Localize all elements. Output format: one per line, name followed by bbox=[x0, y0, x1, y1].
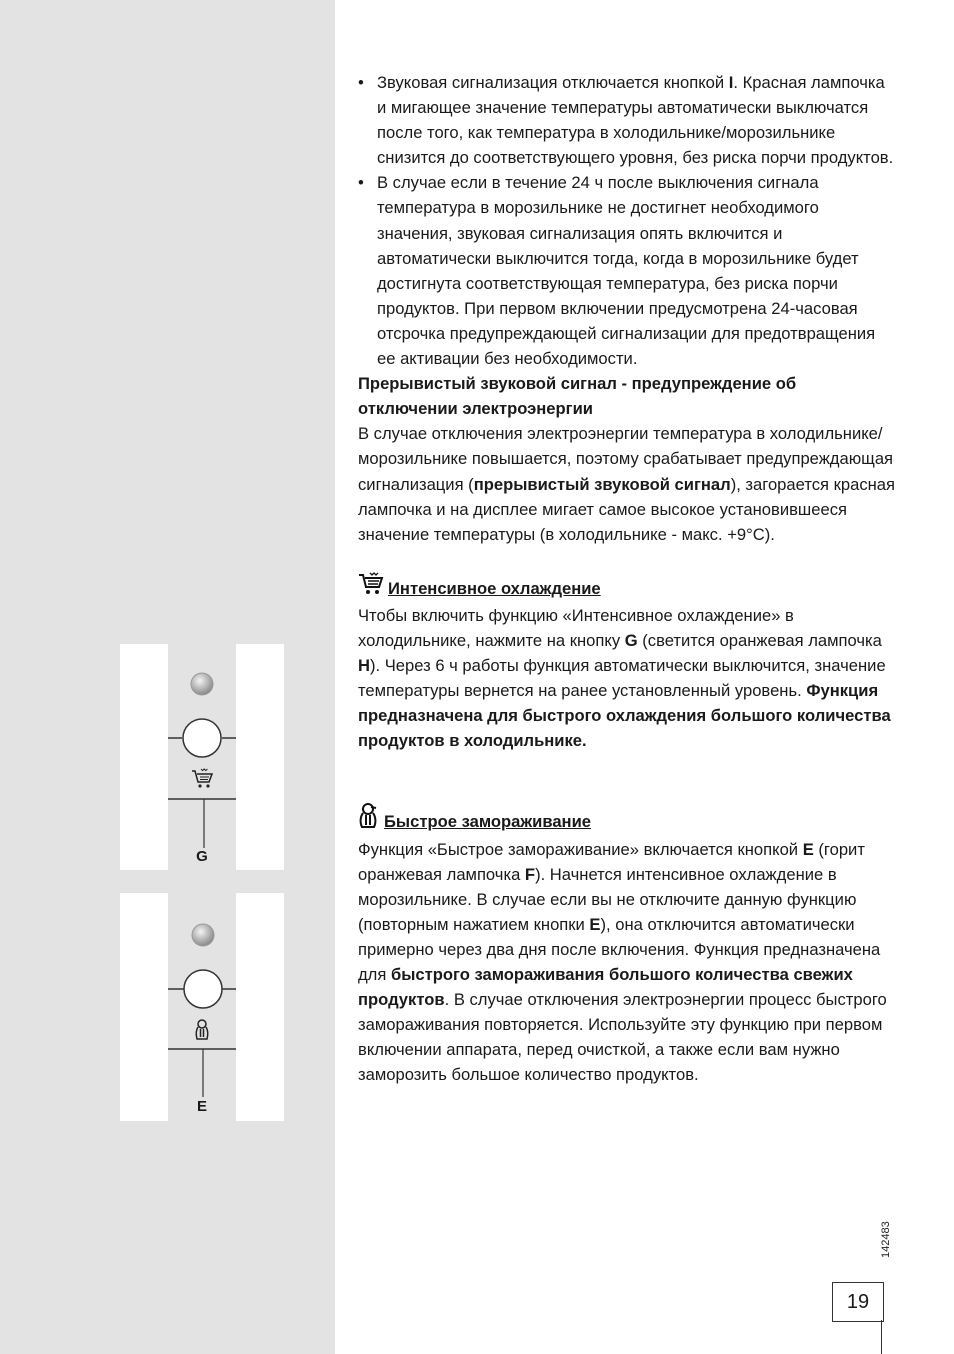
bullet-1-key: I bbox=[728, 73, 734, 92]
document-code: 142483 bbox=[880, 1221, 892, 1258]
power-alarm-heading: Прерывистый звуковой сигнал - предупреждение об отключении электроэнергии bbox=[358, 374, 797, 419]
button-e bbox=[184, 970, 222, 1008]
bullet-1-text-after: . Красная лампочка и мигающее значение температуры автоматически выключатся после того, как температура в холодильнике/морозильнике снизится до соответствующего уровня, без риска порчи продуктов. bbox=[377, 73, 894, 168]
penguin-icon bbox=[196, 1020, 207, 1039]
bullet-1-text-before: Звуковая сигнализация отключается кнопкой bbox=[377, 73, 729, 92]
bullet-24h-delay bbox=[358, 170, 898, 371]
indicator-lamp-f bbox=[192, 924, 214, 946]
page-number: 19 bbox=[832, 1282, 884, 1322]
power-alarm-paragraph: В случае отключения электроэнергии температура в холодильнике/морозильнике повышается, поэтому срабатывает предупреждающая сигнализация (прерывистый звуковой сигнал), загорается красная лампочка и на дисплее мигает самое высокое установившееся значение температуры (в холодильнике - макс. +9°C). bbox=[358, 424, 896, 544]
bullet-2-text: В случае если в течение 24 ч после выключения сигнала температура в морозильнике не достигнет необходимого значения, звуковая сигнализация опять включится и автоматически выключится тогда, когда в морозильнике будет достигнута соответствующая температура, без риска порчи продуктов. При первом включении предусмотрена 24-часовая отсрочка предупреждающей сигнализации для предотвращения ее активации без необходимости. bbox=[377, 173, 876, 369]
bullet-dot: • bbox=[358, 173, 364, 193]
fast-freezing-title: Быстрое замораживание bbox=[384, 812, 592, 832]
cart-icon bbox=[192, 769, 212, 788]
indicator-lamp-h bbox=[191, 673, 213, 695]
label-g: G bbox=[196, 848, 208, 865]
label-e: E bbox=[196, 1098, 207, 1115]
fast-freezing-paragraph: Функция «Быстрое замораживание» включается кнопкой E (горит оранжевая лампочка F). Начнется интенсивное охлаждение в морозильнике. В случае если вы не отключите данную функцию (повторным нажатием кнопки E), она отключится автоматически примерно через два дня после включения. Функция предназначена для быстрого замораживания большого количества свежих продуктов. В случае отключения электроэнергии процесс быстрого замораживания повторяется. Используйте эту функцию при первом включении аппарата, перед очисткой, а также если вам нужно заморозить большое количество продуктов. bbox=[358, 839, 887, 1085]
bullet-dot: • bbox=[358, 73, 364, 92]
penguin-icon bbox=[358, 803, 380, 836]
control-diagram-e bbox=[120, 893, 284, 1121]
main-text-column bbox=[358, 70, 898, 1087]
control-diagram-g bbox=[120, 644, 284, 870]
intensive-cooling-heading bbox=[358, 572, 898, 603]
button-g bbox=[183, 719, 221, 757]
page-number-rule bbox=[881, 1320, 882, 1354]
fast-freezing-heading bbox=[358, 803, 898, 836]
intensive-cooling-title: Интенсивное охлаждение bbox=[388, 578, 601, 598]
bullet-alarm-off bbox=[358, 70, 898, 170]
intensive-cooling-paragraph: Чтобы включить функцию «Интенсивное охлаждение» в холодильнике, нажмите на кнопку G (светится оранжевая лампочка H). Через 6 ч работы функция автоматически выключится, значение температуры вернется на ранее установленный уровень. Функция предназначена для быстрого охлаждения большого количества продуктов в холодильнике. bbox=[358, 605, 891, 751]
cart-icon bbox=[358, 572, 384, 603]
